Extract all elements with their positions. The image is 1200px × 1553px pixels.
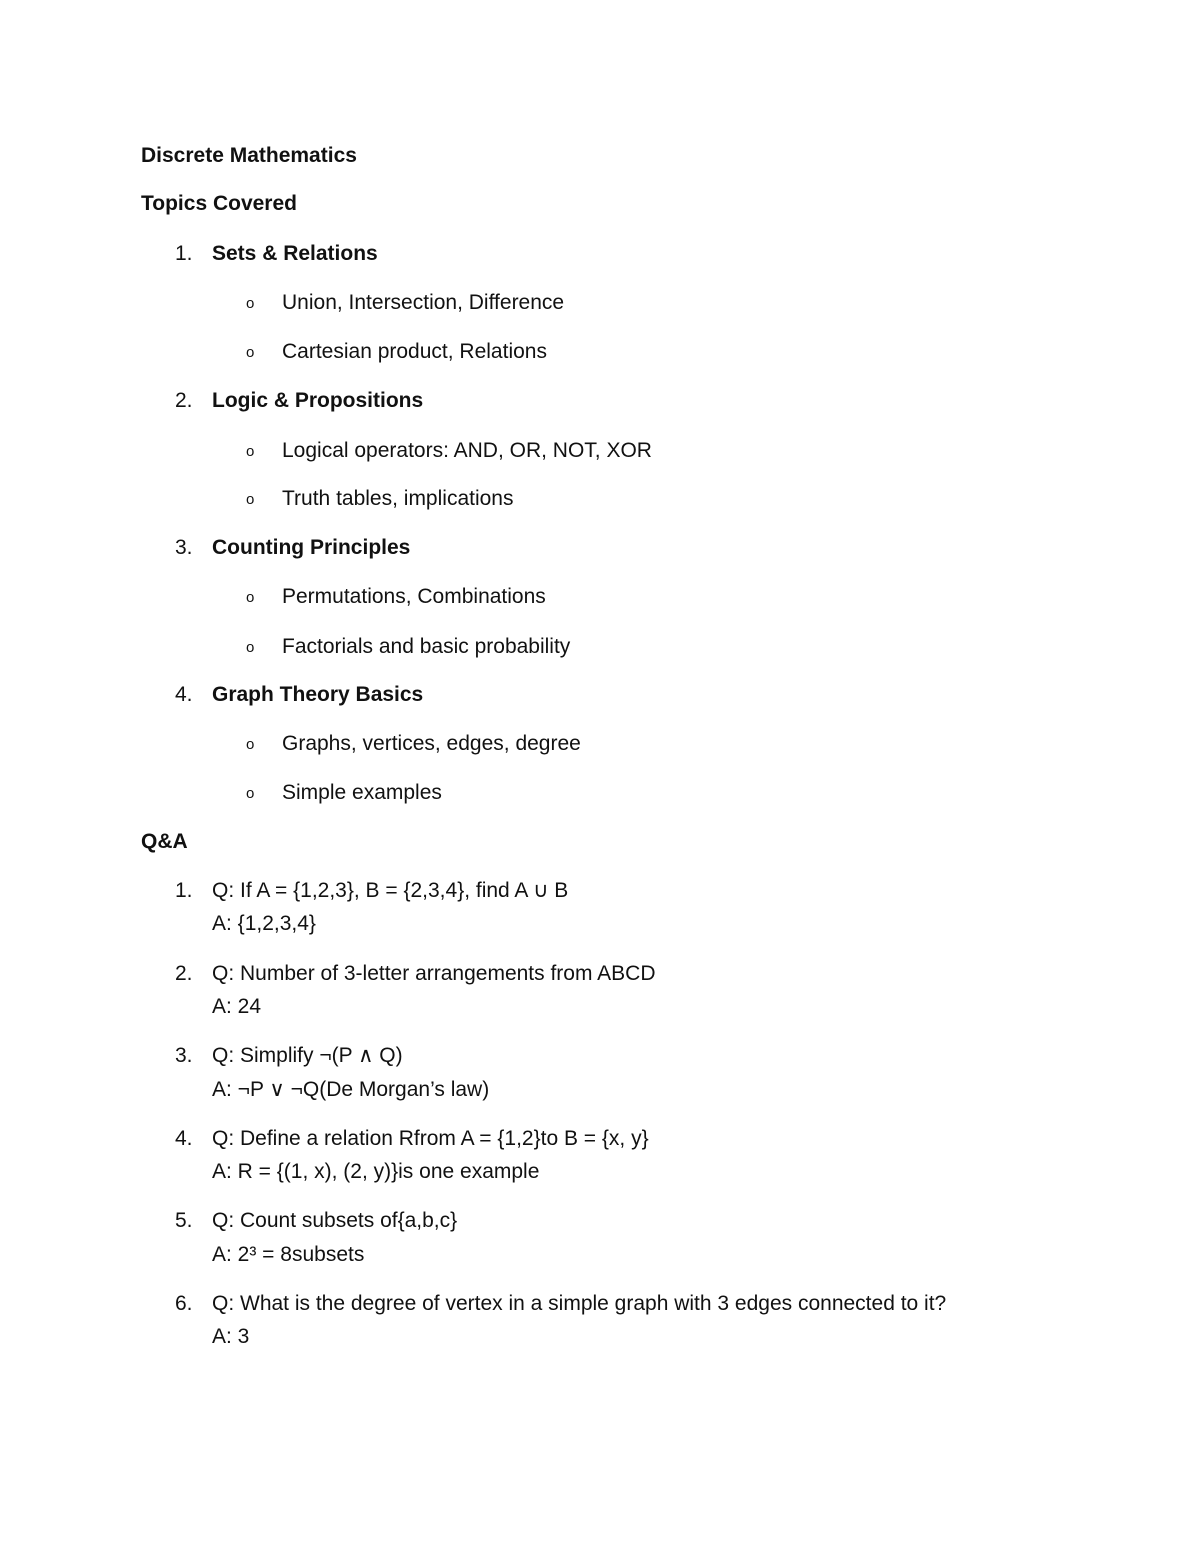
bullet-icon: o [246,785,255,802]
topic-number: 3. [175,536,193,559]
topic-item: Logical operators: AND, OR, NOT, XOR [282,439,652,462]
topic-item: Union, Intersection, Difference [282,291,565,314]
qa-number: 5. [175,1209,193,1232]
qa-answer: A: {1,2,3,4} [212,912,316,935]
bullet-icon: o [246,639,255,656]
topic-item: Simple examples [282,781,442,804]
qa-number: 4. [175,1127,193,1150]
topic-item: Cartesian product, Relations [282,340,547,363]
qa-answer: A: 24 [212,995,262,1018]
topic-number: 4. [175,683,193,706]
qa-question: Q: If A = {1,2,3}, B = {2,3,4}, find A ∪ B [212,879,569,902]
topic-item: Graphs, vertices, edges, degree [282,732,581,755]
qa-question: Q: Number of 3-letter arrangements from ABCD [212,962,656,985]
topic-title: Graph Theory Basics [212,683,424,706]
topic-item: Factorials and basic probability [282,635,571,658]
bullet-icon: o [246,295,255,312]
qa-answer: A: R = {(1, x), (2, y)}is one example [212,1160,540,1183]
qa-answer: A: 3 [212,1325,250,1348]
bullet-icon: o [246,589,255,606]
topics-heading: Topics Covered [141,192,297,215]
qa-number: 6. [175,1292,193,1315]
topic-title: Counting Principles [212,536,411,559]
qa-number: 3. [175,1044,193,1067]
bullet-icon: o [246,491,255,508]
topic-title: Logic & Propositions [212,389,424,412]
qa-number: 1. [175,879,193,902]
bullet-icon: o [246,443,255,460]
topic-number: 1. [175,242,193,265]
topic-title: Sets & Relations [212,242,378,265]
bullet-icon: o [246,736,255,753]
qa-question: Q: Simplify ¬(P ∧ Q) [212,1044,403,1067]
qa-number: 2. [175,962,193,985]
qa-answer: A: 2³ = 8subsets [212,1243,365,1266]
qa-question: Q: Define a relation Rfrom A = {1,2}to B = {x, y} [212,1127,649,1150]
qa-question: Q: What is the degree of vertex in a simple graph with 3 edges connected to it? [212,1292,947,1315]
bullet-icon: o [246,344,255,361]
topic-number: 2. [175,389,193,412]
topic-item: Permutations, Combinations [282,585,546,608]
qa-heading: Q&A [141,830,188,853]
document-title: Discrete Mathematics [141,144,357,167]
qa-question: Q: Count subsets of{a,b,c} [212,1209,458,1232]
topic-item: Truth tables, implications [282,487,514,510]
qa-answer: A: ¬P ∨ ¬Q(De Morgan’s law) [212,1078,490,1101]
